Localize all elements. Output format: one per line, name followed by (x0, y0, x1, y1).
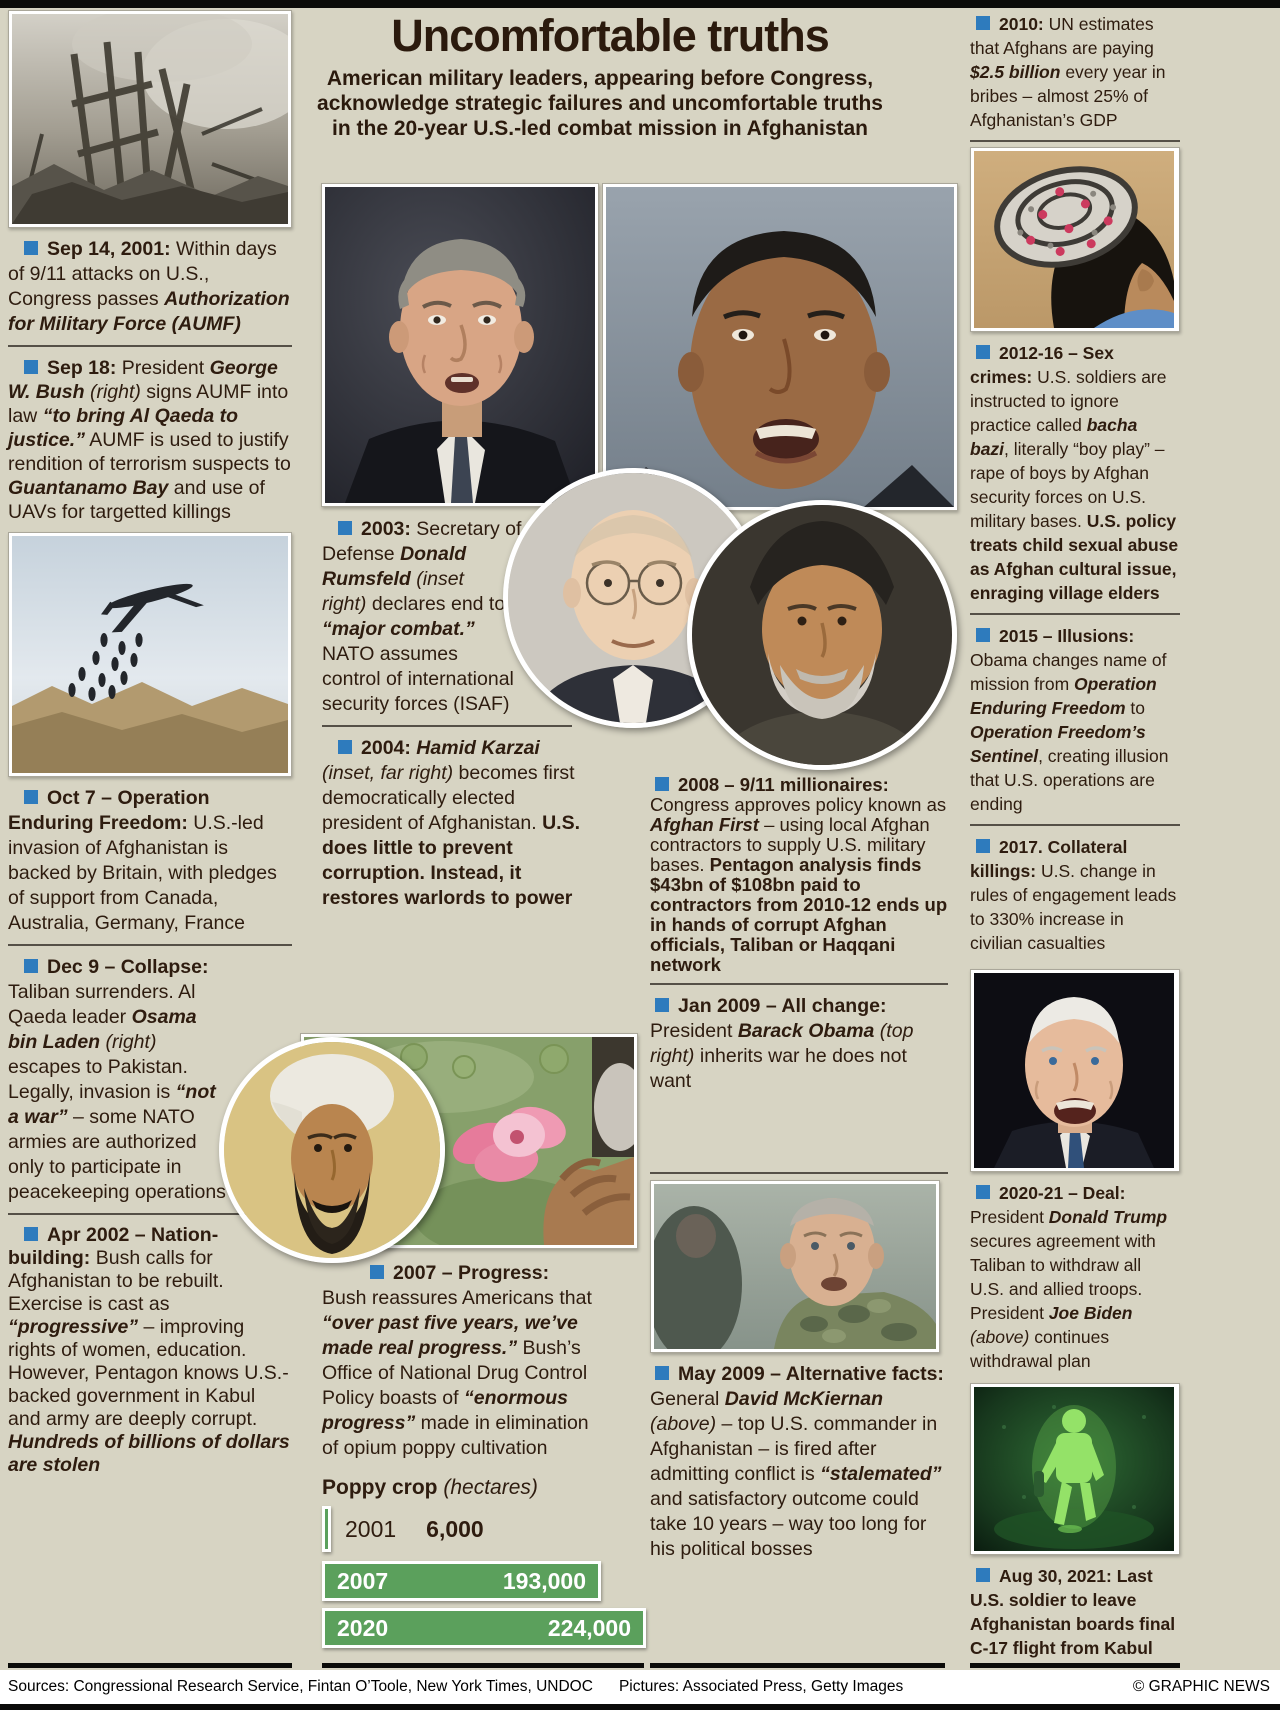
entry-text: 2003: Secretary of Defense Donald Rumsfeld (inset right) declares end to “major combat.” NATO assumes control of international security forces (ISAF) (322, 518, 522, 715)
bullet-square-icon (655, 777, 669, 791)
bullet-square-icon (976, 839, 990, 853)
timeline-entry-2007 (322, 1261, 594, 1461)
entry-text: Jan 2009 – All change: President Barack Obama (top right) inherits war he does not want (650, 995, 914, 1092)
divider (650, 983, 948, 985)
bar-year-label: 2007 (337, 1567, 389, 1594)
timeline-entry-2017 (970, 835, 1180, 955)
bin-laden-portrait-illustration (224, 1042, 440, 1258)
divider (650, 1172, 948, 1174)
entry-text: Aug 30, 2021: Last U.S. soldier to leave Afghanistan boards final C-17 flight from Kabul (970, 1566, 1176, 1658)
column-end-rule (970, 1663, 1180, 1668)
divider (970, 140, 1180, 142)
timeline-entry-may2009 (650, 1362, 948, 1562)
night-vision-soldier-illustration (974, 1387, 1174, 1551)
bullet-square-icon (655, 1366, 669, 1380)
timeline-entry-2015 (970, 624, 1180, 816)
bullet-square-icon (976, 16, 990, 30)
column-middle-lower (322, 1252, 631, 1655)
entry-text: 2008 – 9/11 millionaires: Congress approves policy known as Afghan First – using local Afghan contractors to supply U.S. military bases. Pentagon analysis finds $43bn of $108bn paid to contractors from 2010-12 ends up in hands of corrupt Afghan officials, Taliban or Haqqani network (650, 774, 948, 975)
timeline-entry-apr2002 (8, 1224, 292, 1477)
barack-obama-photo (602, 183, 958, 511)
bullet-square-icon (370, 1265, 384, 1279)
b52-bomber-photo (8, 532, 292, 777)
chart-bars (322, 1506, 631, 1648)
divider (8, 944, 292, 946)
page-title: Uncomfortable truths (391, 10, 829, 61)
poppy-crop-chart (322, 1475, 631, 1648)
graphic-news-credit: © GRAPHIC NEWS (1132, 1678, 1270, 1695)
joe-biden-photo (970, 969, 1180, 1172)
chart-unit-label: (hectares) (443, 1476, 538, 1499)
footer-bar (0, 1670, 1280, 1704)
david-mckiernan-photo (650, 1180, 940, 1353)
entry-text: 2020-21 – Deal: President Donald Trump secures agreement with Taliban to withdraw all U.S. and allied troops. President Joe Biden (above) continues withdrawal plan (970, 1183, 1168, 1371)
timeline-entry-aug30-2021 (970, 1564, 1180, 1660)
divider (970, 824, 1180, 826)
timeline-entry-2010 (970, 12, 1180, 132)
osama-bin-laden-inset-photo (219, 1037, 445, 1263)
entry-text: May 2009 – Alternative facts: General David McKiernan (above) – top U.S. commander in Afghanistan – is fired after admitting conflict is “stalemated” and satisfactory outcome could take 10 years – way too long for his political bosses (650, 1363, 944, 1560)
george-w-bush-photo (321, 183, 599, 507)
chart-title-text: Poppy crop (322, 1476, 438, 1499)
bullet-square-icon (24, 959, 38, 973)
bar-year-label: 2020 (337, 1614, 389, 1641)
bullet-square-icon (976, 345, 990, 359)
afghan-boy-cap-photo (970, 147, 1180, 332)
timeline-entry-sep18-2001 (8, 356, 292, 524)
bullet-square-icon (976, 1568, 990, 1582)
timeline-entry-2012-16 (970, 341, 1180, 605)
hamid-karzai-inset-photo (687, 500, 957, 770)
timeline-entry-2020-21 (970, 1181, 1180, 1373)
bullet-square-icon (24, 241, 38, 255)
bullet-square-icon (655, 998, 669, 1012)
column-end-rule (8, 1663, 292, 1668)
chart-bar-2020 (322, 1608, 646, 1648)
top-black-bar (0, 0, 1280, 8)
divider (8, 345, 292, 347)
night-vision-last-soldier-photo (970, 1383, 1180, 1555)
column-right (970, 12, 1180, 1668)
timeline-entry-2004 (322, 736, 592, 911)
entry-text: 2015 – Illusions: Obama changes name of mission from Operation Enduring Freedom to Operation Freedom’s Sentinel, creating illusion that U.S. operations are ending (970, 626, 1169, 814)
wtc-rubble-illustration (12, 14, 288, 224)
entry-text: Dec 9 – Collapse: Taliban surrenders. Al Qaeda leader Osama bin Laden (right) escapes to Pakistan. Legally, invasion is “not a war” – some NATO armies are authorized only to participate in peacekeeping operations (8, 956, 226, 1203)
mckiernan-portrait-illustration (654, 1184, 936, 1349)
wtc-rubble-photo (8, 10, 292, 228)
chart-bar-2007 (322, 1561, 601, 1601)
sources-text: Sources: Congressional Research Service, Fintan O’Toole, New York Times, UNDOC (8, 1678, 593, 1695)
bullet-square-icon (338, 740, 352, 754)
entry-text: Oct 7 – Operation Enduring Freedom: U.S.-led invasion of Afghanistan is backed by Britain, with pledges of support from Canada, Australia, Germany, France (8, 787, 277, 934)
bullet-square-icon (976, 628, 990, 642)
entry-text: Apr 2002 – Nation-building: Bush calls for Afghanistan to be rebuilt. Exercise is cast as “progressive” – improving rights of women, education. However, Pentagon knows U.S.-backed government in Kabul and army are deeply corrupt. Hundreds of billions of dollars are stolen (8, 1224, 290, 1476)
bullet-square-icon (24, 1227, 38, 1241)
column-end-rule (650, 1663, 945, 1668)
entry-text: Sep 14, 2001: Within days of 9/11 attacks on U.S., Congress passes Authorization for Military Force (AUMF) (8, 238, 290, 335)
bar-segment (322, 1506, 331, 1552)
bullet-square-icon (24, 360, 38, 374)
chart-title (322, 1475, 594, 1500)
entry-text: 2007 – Progress: Bush reassures Americans that “over past five years, we’ve made real progress.” Bush’s Office of National Drug Control Policy boasts of “enormous progress” made in elimination of opium poppy cultivation (322, 1262, 592, 1459)
bullet-square-icon (976, 1185, 990, 1199)
timeline-entry-jan2009 (650, 994, 948, 1094)
entry-text: 2017. Collateral killings: U.S. change in rules of engagement leads to 330% increase in civilian casualties (970, 837, 1177, 953)
column-left (8, 10, 292, 1485)
entry-text: Sep 18: President George W. Bush (right) signs AUMF into law “to bring Al Qaeda to justice.” AUMF is used to justify rendition of terrorism suspects to Guantanamo Bay and use of UAVs for targetted killings (8, 357, 291, 523)
bullet-square-icon (24, 790, 38, 804)
chart-bar-2001 (322, 1506, 594, 1552)
timeline-entry-2008 (650, 775, 948, 975)
divider (970, 613, 1180, 615)
column-midright (650, 766, 948, 1570)
biden-portrait-illustration (974, 973, 1174, 1168)
column-end-rule (322, 1663, 644, 1668)
timeline-entry-oct7-2001 (8, 786, 292, 936)
entry-text: 2010: UN estimates that Afghans are paying $2.5 billion every year in bribes – almost 25% of Afghanistan’s GDP (970, 14, 1166, 130)
entry-text: 2012-16 – Sex crimes: U.S. soldiers are instructed to ignore practice called bacha bazi, literally “boy play” – rape of boys by Afghan security forces on U.S. military bases. U.S. policy treats child sexual abuse as Afghan cultural issue, enraging village elders (970, 343, 1179, 603)
ornate-cap-illustration (974, 151, 1174, 328)
bar-value-label: 193,000 (502, 1567, 586, 1594)
bar-year-label: 2001 (345, 1515, 397, 1542)
karzai-portrait-illustration (692, 505, 952, 765)
bottom-black-bar (0, 1704, 1280, 1710)
page-subtitle: American military leaders, appearing before Congress, acknowledge strategic failures and uncomfortable truths in the 20-year U.S.-led combat mission in Afghanistan (317, 67, 883, 140)
obama-portrait-illustration (606, 187, 954, 507)
pictures-credit-text: Pictures: Associated Press, Getty Images (618, 1678, 904, 1695)
bush-portrait-illustration (325, 187, 595, 503)
timeline-entry-sep14-2001 (8, 237, 292, 337)
bullet-square-icon (338, 521, 352, 535)
entry-text: 2004: Hamid Karzai (inset, far right) becomes first democratically elected president of Afghanistan. U.S. does little to prevent corruption. Instead, it restores warlords to power (322, 737, 581, 909)
bar-value-label: 6,000 (426, 1515, 484, 1542)
bar-value-label: 224,000 (547, 1614, 631, 1641)
b52-bombing-illustration (12, 536, 288, 773)
